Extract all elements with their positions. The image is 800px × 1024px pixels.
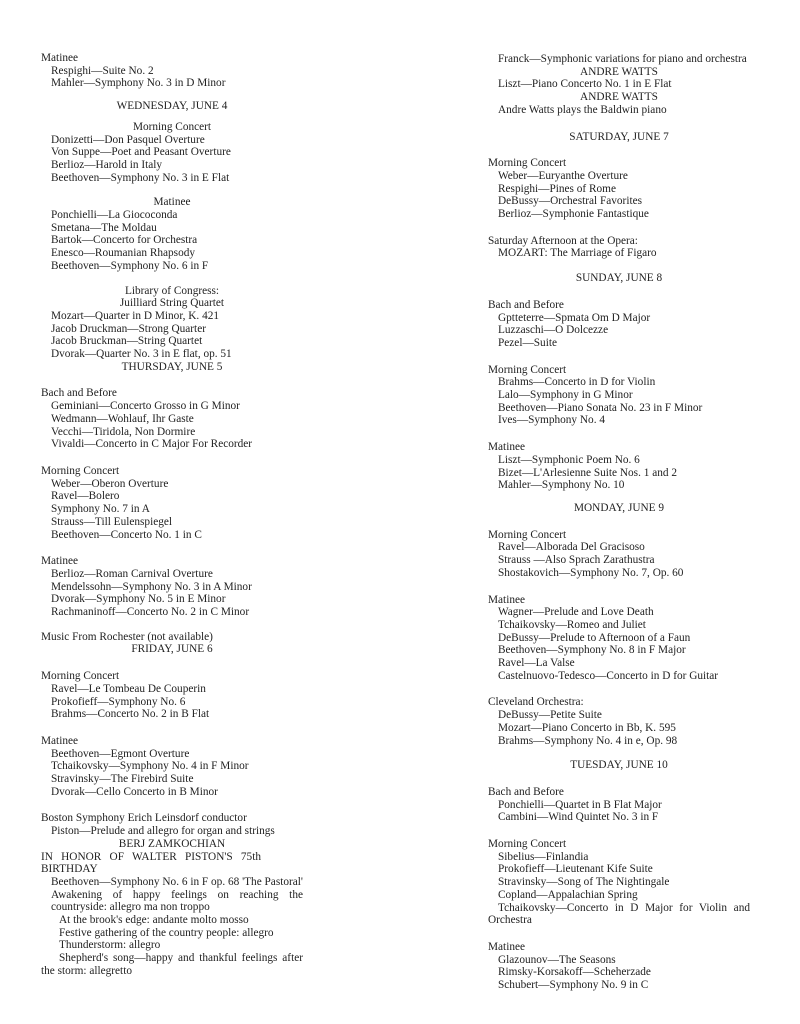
program-item: MOZART: The Marriage of Figaro <box>498 247 657 260</box>
section-heading: Morning Concert <box>488 528 567 541</box>
program-item: Berlioz—Harold in Italy <box>51 158 163 171</box>
rochester-note: Music From Rochester (not available) <box>41 630 213 643</box>
program-item: Wagner—Prelude and Love Death <box>498 606 654 619</box>
program-item: Prokofieff—Symphony No. 6 <box>51 695 186 708</box>
right-column <box>488 53 750 992</box>
section-heading: Bach and Before <box>488 298 564 311</box>
day-heading-sunday: SUNDAY, JUNE 8 <box>575 272 663 285</box>
program-item: Ravel—Le Tombeau De Couperin <box>51 682 206 695</box>
program-item: Shostakovich—Symphony No. 7, Op. 60 <box>498 566 684 579</box>
program-item: Sibelius—Finlandia <box>498 850 589 863</box>
movement-5: Shepherd's song—happy and thankful feelings after the storm: allegretto <box>41 952 303 977</box>
section-heading: Matinee <box>488 441 526 454</box>
program-item: Mahler—Symphony No. 10 <box>498 479 625 492</box>
program-item: Ravel—Bolero <box>51 490 120 503</box>
program-item: Weber—Euryanthe Overture <box>498 169 628 182</box>
program-item: Beethoven—Symphony No. 3 in E Flat <box>51 171 230 184</box>
wed-morning-section <box>41 121 303 185</box>
program-item: Luzzaschi—O Dolcezze <box>498 324 609 337</box>
program-item: Mendelssohn—Symphony No. 3 in A Minor <box>51 580 252 593</box>
program-item: Ravel—La Valse <box>498 657 575 670</box>
movement-3: Festive gathering of the country people: allegro <box>59 926 274 939</box>
section-heading: Library of Congress: <box>124 284 220 297</box>
day-heading-friday: FRIDAY, JUNE 6 <box>131 643 213 656</box>
program-item: Bizet—L'Arlesienne Suite Nos. 1 and 2 <box>498 466 677 479</box>
program-item: Strauss —Also Sprach Zarathustra <box>498 554 655 567</box>
mon-cleveland-section <box>488 696 750 747</box>
thu-matinee-section <box>41 555 303 619</box>
program-item: Rimsky-Korsakoff—Scheherzade <box>498 966 651 979</box>
program-item: Mahler—Symphony No. 3 in D Minor <box>51 77 226 90</box>
sun-matinee-section <box>488 441 750 492</box>
section-heading: Morning Concert <box>132 120 212 133</box>
program-item: Vivaldi—Concerto in C Major For Recorder <box>51 438 253 451</box>
program-item: Jacob Bruckman—String Quartet <box>51 335 203 348</box>
tue-matinee-section <box>488 941 750 992</box>
honor-note: IN HONOR OF WALTER PISTON'S 75th BIRTHDAY <box>41 850 261 876</box>
section-heading: Matinee <box>41 52 79 64</box>
soloist-name: ANDRE WATTS <box>580 91 658 104</box>
program-item: Bartok—Concerto for Orchestra <box>51 234 198 247</box>
program-item: Glazounov—The Seasons <box>498 953 616 966</box>
movement-1: Awakening of happy feelings on reaching the countryside: allegro ma non troppo <box>51 888 303 914</box>
franck-item: Franck—Symphonic variations for piano and orchestra <box>498 53 747 65</box>
program-item: Rachmaninoff—Concerto No. 2 in C Minor <box>51 606 250 619</box>
program-item: Beethoven—Egmont Overture <box>51 747 190 760</box>
fri-boston-section <box>41 812 303 977</box>
program-item: Weber—Oberon Overture <box>51 477 169 490</box>
mon-morning-section <box>488 529 750 580</box>
program-item: Tchaikovsky—Symphony No. 4 in F Minor <box>51 760 249 773</box>
program-item: DeBussy—Petite Suite <box>498 709 602 722</box>
sun-morning-section <box>488 364 750 428</box>
program-item: Donizetti—Don Pasquel Overture <box>51 133 205 146</box>
program-item: Respighi—Suite No. 2 <box>51 64 154 77</box>
day-heading-monday: MONDAY, JUNE 9 <box>573 501 665 514</box>
program-item: Beethoven—Concerto No. 1 in C <box>51 528 202 541</box>
program-item: Lalo—Symphony in G Minor <box>498 389 633 402</box>
program-item: Beethoven—Symphony No. 8 in F Major <box>498 644 686 657</box>
program-item: Wedmann—Wohlauf, Ihr Gaste <box>51 412 194 425</box>
program-item: DeBussy—Orchestral Favorites <box>498 195 643 208</box>
wed-matinee-section <box>41 196 303 272</box>
section-heading: Morning Concert <box>488 363 567 376</box>
sat-opera-section <box>488 235 750 260</box>
program-item: Vecchi—Tiridola, Non Dormire <box>51 425 196 438</box>
program-item: Geminiani—Concerto Grosso in G Minor <box>51 400 240 413</box>
section-heading: Morning Concert <box>488 838 567 851</box>
tue-morning-section <box>488 838 750 927</box>
program-item: Ives—Symphony No. 4 <box>498 414 606 427</box>
program-item: Enesco—Roumanian Rhapsody <box>51 247 196 260</box>
program-item: Berlioz—Roman Carnival Overture <box>51 567 213 580</box>
section-subheading: Juilliard String Quartet <box>119 297 225 310</box>
section-heading: Matinee <box>41 734 79 747</box>
program-item: Dvorak—Cello Concerto in B Minor <box>51 785 218 798</box>
left-column <box>41 52 303 978</box>
baldwin-note: Andre Watts plays the Baldwin piano <box>498 103 667 116</box>
program-item: Stravinsky—The Firebird Suite <box>51 773 194 786</box>
program-item: Strauss—Till Eulenspiegel <box>51 515 173 528</box>
program-item: Respighi—Pines of Rome <box>498 182 616 195</box>
program-item: Beethoven—Piano Sonata No. 23 in F Minor <box>498 401 703 414</box>
program-item: Castelnuovo-Tedesco—Concerto in D for Guitar <box>498 669 719 682</box>
program-item: Von Suppe—Poet and Peasant Overture <box>51 146 231 159</box>
section-heading: Bach and Before <box>488 785 564 798</box>
program-item: Jacob Druckman—Strong Quarter <box>51 322 206 335</box>
program-item: Piston—Prelude and allegro for organ and strings <box>51 825 275 838</box>
program-item: Tchaikovsky—Romeo and Juliet <box>498 618 646 631</box>
day-heading-tuesday: TUESDAY, JUNE 10 <box>570 759 668 772</box>
wed-library-section <box>41 285 303 361</box>
program-item: Brahms—Symphony No. 4 in e, Op. 98 <box>498 734 678 747</box>
program-item: Prokofieff—Lieutenant Kife Suite <box>498 863 653 876</box>
section-heading: Cleveland Orchestra: <box>488 696 584 709</box>
program-item: Symphony No. 7 in A <box>51 503 150 516</box>
program-item: Liszt—Piano Concerto No. 1 in E Flat <box>498 78 672 91</box>
program-item: Brahms—Concerto No. 2 in B Flat <box>51 708 210 721</box>
section-heading: Bach and Before <box>41 387 117 400</box>
day-heading-saturday: SATURDAY, JUNE 7 <box>569 130 669 143</box>
program-item: Ponchielli—Quartet in B Flat Major <box>498 798 662 811</box>
movement-2: At the brook's edge: andante molto mosso <box>59 914 249 927</box>
movement-4: Thunderstorm: allegro <box>59 939 161 952</box>
section-heading: Morning Concert <box>41 464 120 477</box>
program-item: Beethoven—Symphony No. 6 in F op. 68 'The Pastoral' <box>51 875 303 888</box>
section-heading: Boston Symphony Erich Leinsdorf conductor <box>41 812 247 825</box>
tue-bach-section <box>488 786 750 824</box>
program-item: Beethoven—Symphony No. 6 in F <box>51 259 209 272</box>
program-item: Berlioz—Symphonie Fantastique <box>498 208 649 221</box>
section-heading: Saturday Afternoon at the Opera: <box>488 234 638 247</box>
fri-matinee-section <box>41 735 303 799</box>
thu-bach-section <box>41 387 303 451</box>
program-item: Gptteterre—Spmata Om D Major <box>498 311 651 324</box>
sun-bach-section <box>488 299 750 350</box>
program-item: Mozart—Quarter in D Minor, K. 421 <box>51 309 220 322</box>
section-heading: Morning Concert <box>41 670 120 683</box>
program-item: DeBussy—Prelude to Afternoon of a Faun <box>498 631 691 644</box>
mon-matinee-section <box>488 594 750 683</box>
thu-morning-section <box>41 465 303 541</box>
section-heading: Matinee <box>488 593 526 606</box>
day-heading-thursday: THURSDAY, JUNE 5 <box>121 360 223 373</box>
program-item: Mozart—Piano Concerto in Bb, K. 595 <box>498 721 676 734</box>
program-item: Ponchielli—La Giococonda <box>51 209 178 222</box>
fri-morning-section <box>41 670 303 721</box>
program-item: Copland—Appalachian Spring <box>498 888 638 901</box>
soloist-name: BERJ ZAMKOCHIAN <box>118 837 226 850</box>
program-item: Tchaikovsky—Concerto in D Major for Violin and Orchestra <box>488 901 750 927</box>
section-heading: Morning Concert <box>488 157 567 170</box>
section-heading: Matinee <box>41 555 79 568</box>
section-heading: Matinee <box>153 196 191 209</box>
matinee-june3-section <box>41 52 303 90</box>
program-item: Liszt—Symphonic Poem No. 6 <box>498 453 640 466</box>
program-item: Smetana—The Moldau <box>51 221 157 234</box>
program-item: Brahms—Concerto in D for Violin <box>498 376 656 389</box>
day-heading-wednesday: WEDNESDAY, JUNE 4 <box>116 100 228 113</box>
program-item: Pezel—Suite <box>498 336 557 349</box>
program-item: Stravinsky—Song of The Nightingale <box>498 876 670 889</box>
program-item: Ravel—Alborada Del Gracisoso <box>498 541 645 554</box>
program-item: Dvorak—Quarter No. 3 in E flat, op. 51 <box>51 348 232 361</box>
soloist-name: ANDRE WATTS <box>580 65 658 78</box>
program-item: Dvorak—Symphony No. 5 in E Minor <box>51 593 226 606</box>
sat-morning-section <box>488 157 750 221</box>
program-item: Schubert—Symphony No. 9 in C <box>498 979 649 992</box>
program-item: Cambini—Wind Quintet No. 3 in F <box>498 811 659 824</box>
section-heading: Matinee <box>488 940 526 953</box>
